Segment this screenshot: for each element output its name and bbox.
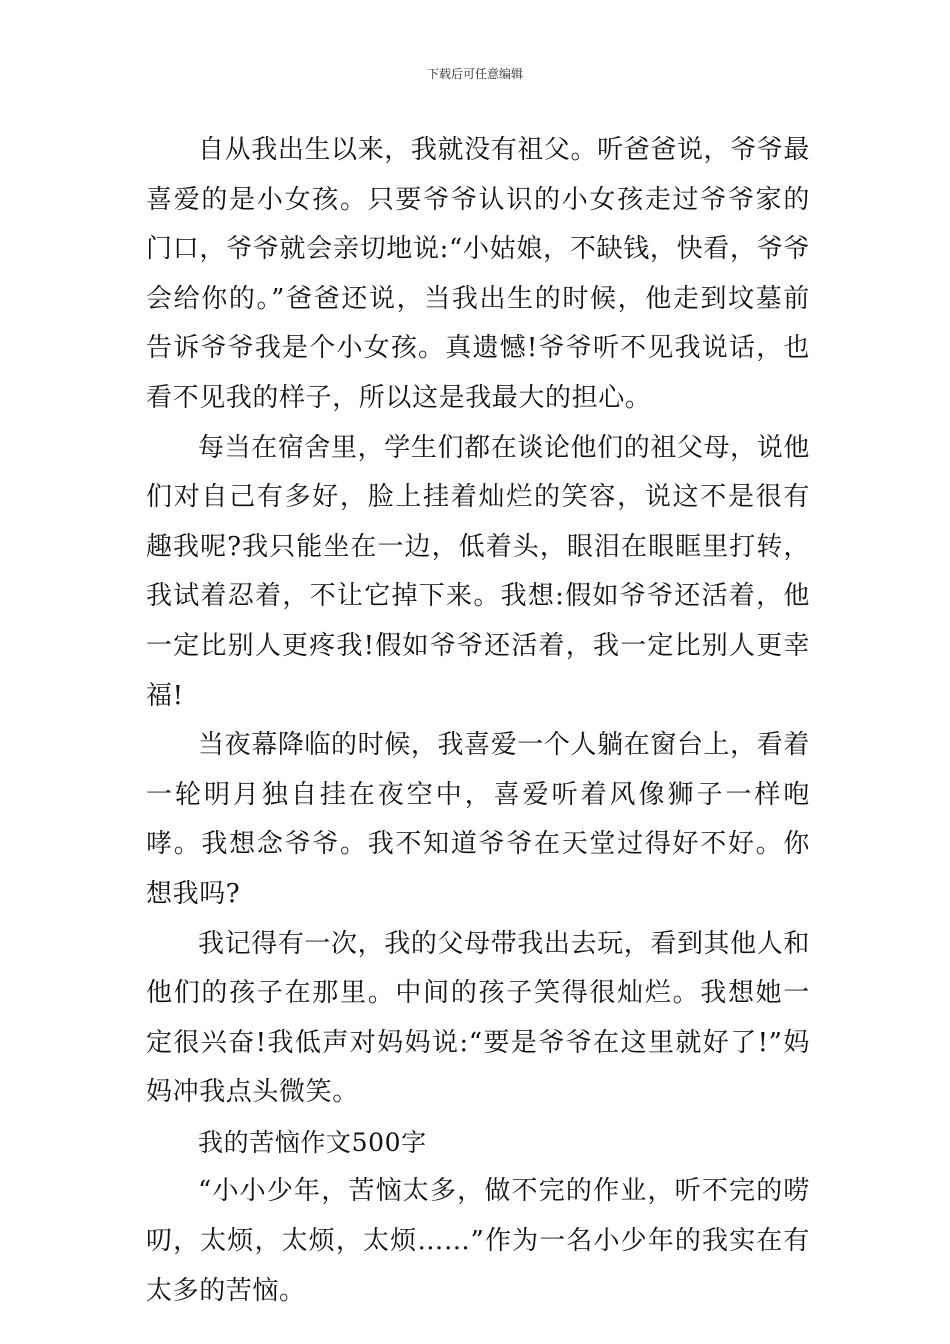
- header-note: 下载后可任意编辑: [426, 67, 523, 81]
- paragraph-dormitory: 每当在宿舍里，学生们都在谈论他们的祖父母，说他们对自己有多好，脸上挂着灿烂的笑容，说这不是很有趣我呢?我只能坐在一边，低着头，眼泪在眼眶里打转，我试着忍着，不让它掉下来。我想:假如爷爷还活着，他一定比别人更疼我!假如爷爷还活着，我一定比别人更幸福!: [146, 432, 810, 711]
- paragraph-outing: 我记得有一次，我的父母带我出去玩，看到其他人和他们的孩子在那里。中间的孩子笑得很灿烂。我想她一定很兴奋!我低声对妈妈说:“要是爷爷在这里就好了!”妈妈冲我点头微笑。: [146, 928, 810, 1108]
- paragraph-night: 当夜幕降临的时候，我喜爱一个人躺在窗台上，看着一轮明月独自挂在夜空中，喜爱听着风像狮子一样咆哮。我想念爷爷。我不知道爷爷在天堂过得好不好。你想我吗?: [146, 730, 810, 909]
- body-text: [146, 126, 810, 1316]
- paragraph-worries: “小小少年，苦恼太多，做不完的作业，听不完的唠叨，太烦，太烦，太烦……”作为一名小少年的我实在有太多的苦恼。: [146, 1176, 810, 1306]
- essay-title: 我的苦恼作文500字: [198, 1127, 427, 1157]
- paragraph-grandfather: 自从我出生以来，我就没有祖父。听爸爸说，爷爷最喜爱的是小女孩。只要爷爷认识的小女孩走过爷爷家的门口，爷爷就会亲切地说:“小姑娘，不缺钱，快看，爷爷会给你的。”爸爸还说，当我出生的时候，他走到坟墓前告诉爷爷我是个小女孩。真遗憾!爷爷听不见我说话，也看不见我的样子，所以这是我最大的担心。: [146, 135, 810, 413]
